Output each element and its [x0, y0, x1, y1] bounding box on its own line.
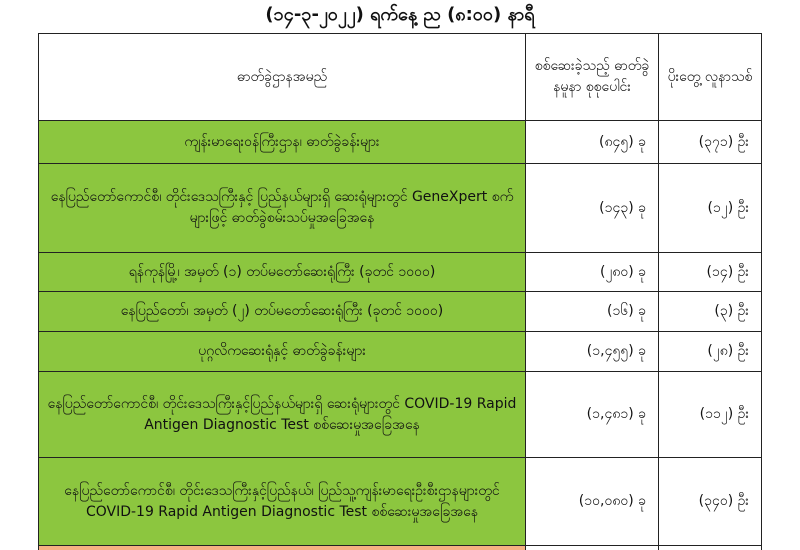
cases-cell: (၁၄) ဦး — [659, 253, 762, 292]
table-row — [39, 292, 762, 332]
samples-cell: (၁၄၃) ခု — [526, 164, 659, 253]
samples-cell: (၂၈၀) ခု — [526, 253, 659, 292]
table-row — [39, 372, 762, 458]
lab-name-cell: ရန်ကုန်မြို့၊ အမှတ် (၁) တပ်မတော်ဆေးရုံကြီး (ခုတင် ၁၀၀၀) — [39, 253, 526, 292]
lab-name-cell: နေပြည်တော်ကောင်စီ၊ တိုင်းဒေသကြီးနှင့်ပြည်နယ်များရှိ ဆေးရုံများတွင် COVID-19 Rapid Antigen Diagnostic Test စစ်ဆေးမှုအခြေအနေ — [39, 372, 526, 458]
cases-cell: (၃) ဦး — [659, 292, 762, 332]
total-samples-cell — [526, 546, 659, 550]
samples-cell: (၁၀,၀၈၀) ခု — [526, 458, 659, 546]
cases-cell: (၂၈) ဦး — [659, 332, 762, 372]
table-row — [39, 458, 762, 546]
total-label-cell — [39, 546, 526, 550]
cases-cell: (၁၁၂) ဦး — [659, 372, 762, 458]
lab-name-cell: ကျန်းမာရေးဝန်ကြီးဌာန၊ ဓာတ်ခွဲခန်းများ — [39, 121, 526, 164]
lab-name-cell: နေပြည်တော်ကောင်စီ၊ တိုင်းဒေသကြီးနှင့်ပြည်နယ်၊ ပြည်သူ့ကျန်းမာရေးဦးစီးဌာနများတွင် COVID-19 Rapid Antigen Diagnostic Test စစ်ဆေးမှုအခြေအနေ — [39, 458, 526, 546]
table-row — [39, 164, 762, 253]
lab-name-cell: နေပြည်တော်ကောင်စီ၊ တိုင်းဒေသကြီးနှင့် ပြည်နယ်များရှိ ဆေးရုံများတွင် GeneXpert စက်များဖြင့် ဓာတ်ခွဲစမ်းသပ်မှုအခြေအနေ — [39, 164, 526, 253]
report-title: (၁၄-၃-၂၀၂၂) ရက်နေ့ ည (၈:၀၀) နာရီ — [265, 4, 535, 25]
lab-results-table — [38, 33, 762, 550]
cases-cell: (၃၇၁) ဦး — [659, 121, 762, 164]
samples-cell: (၁၆) ခု — [526, 292, 659, 332]
total-row — [39, 546, 762, 550]
total-cases-cell — [659, 546, 762, 550]
cases-cell: (၃၄၀) ဦး — [659, 458, 762, 546]
table-row — [39, 332, 762, 372]
table-header-row — [39, 34, 762, 121]
table-row — [39, 253, 762, 292]
header-new-cases: ပိုးတွေ့ လူနာသစ် — [659, 34, 762, 121]
samples-cell: (၁,၄၅၅) ခု — [526, 332, 659, 372]
header-total-samples: စစ်ဆေးခဲ့သည့် ဓာတ်ခွဲနမူနာ စုစုပေါင်း — [526, 34, 659, 121]
header-lab-name: ဓာတ်ခွဲဌာနအမည် — [39, 34, 526, 121]
lab-name-cell: နေပြည်တော်၊ အမှတ် (၂) တပ်မတော်ဆေးရုံကြီး (ခုတင် ၁၀၀၀) — [39, 292, 526, 332]
table-row — [39, 121, 762, 164]
lab-name-cell: ပုဂ္ဂလိကဆေးရုံနှင့် ဓာတ်ခွဲခန်းများ — [39, 332, 526, 372]
samples-cell: (၁,၄၈၁) ခု — [526, 372, 659, 458]
samples-cell: (၈၄၅) ခု — [526, 121, 659, 164]
cases-cell: (၁၂) ဦး — [659, 164, 762, 253]
